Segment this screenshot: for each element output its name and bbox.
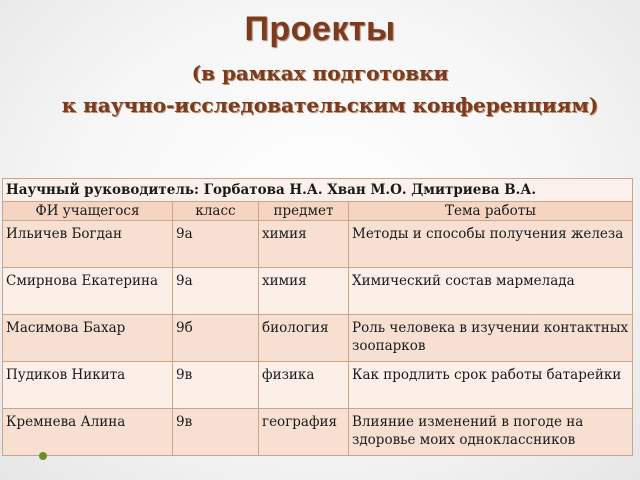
supervisor-cell: Научный руководитель: Горбатова Н.А. Хван М.О. Дмитриева В.А. bbox=[3, 179, 633, 202]
cell-topic: Влияние изменений в погоде на здоровье моих одноклассников bbox=[349, 409, 633, 456]
supervisor-row bbox=[3, 179, 633, 202]
cell-student: Ильичев Богдан bbox=[3, 221, 173, 268]
cell-class: 9в bbox=[173, 409, 259, 456]
cell-class: 9б bbox=[173, 315, 259, 362]
table-row bbox=[3, 362, 633, 409]
page-subtitle-line1: (в рамках подготовки bbox=[191, 61, 449, 85]
table-row bbox=[3, 315, 633, 362]
cell-topic: Химический состав мармелада bbox=[349, 268, 633, 315]
header-class: класс bbox=[173, 202, 259, 221]
cell-student: Масимова Бахар bbox=[3, 315, 173, 362]
table-row bbox=[3, 409, 633, 456]
cell-subject: биология bbox=[259, 315, 349, 362]
cell-class: 9в bbox=[173, 362, 259, 409]
table-row bbox=[3, 221, 633, 268]
cell-subject: география bbox=[259, 409, 349, 456]
cell-student: Смирнова Екатерина bbox=[3, 268, 173, 315]
page-title: Проекты bbox=[244, 10, 396, 48]
cell-class: 9а bbox=[173, 268, 259, 315]
header-row bbox=[3, 202, 633, 221]
cell-subject: химия bbox=[259, 221, 349, 268]
header-subject: предмет bbox=[259, 202, 349, 221]
header-topic: Тема работы bbox=[349, 202, 633, 221]
cell-subject: физика bbox=[259, 362, 349, 409]
header-student: ФИ учащегося bbox=[3, 202, 173, 221]
cell-class: 9а bbox=[173, 221, 259, 268]
page-subtitle-line2: к научно-исследовательским конференциям) bbox=[61, 93, 599, 117]
table-row bbox=[3, 268, 633, 315]
cell-topic: Методы и способы получения железа bbox=[349, 221, 633, 268]
bullet-dot bbox=[39, 452, 47, 460]
projects-table bbox=[2, 178, 633, 456]
cell-student: Кремнева Алина bbox=[3, 409, 173, 456]
cell-subject: химия bbox=[259, 268, 349, 315]
cell-topic: Роль человека в изучении контактных зоопарков bbox=[349, 315, 633, 362]
cell-topic: Как продлить срок работы батарейки bbox=[349, 362, 633, 409]
cell-student: Пудиков Никита bbox=[3, 362, 173, 409]
